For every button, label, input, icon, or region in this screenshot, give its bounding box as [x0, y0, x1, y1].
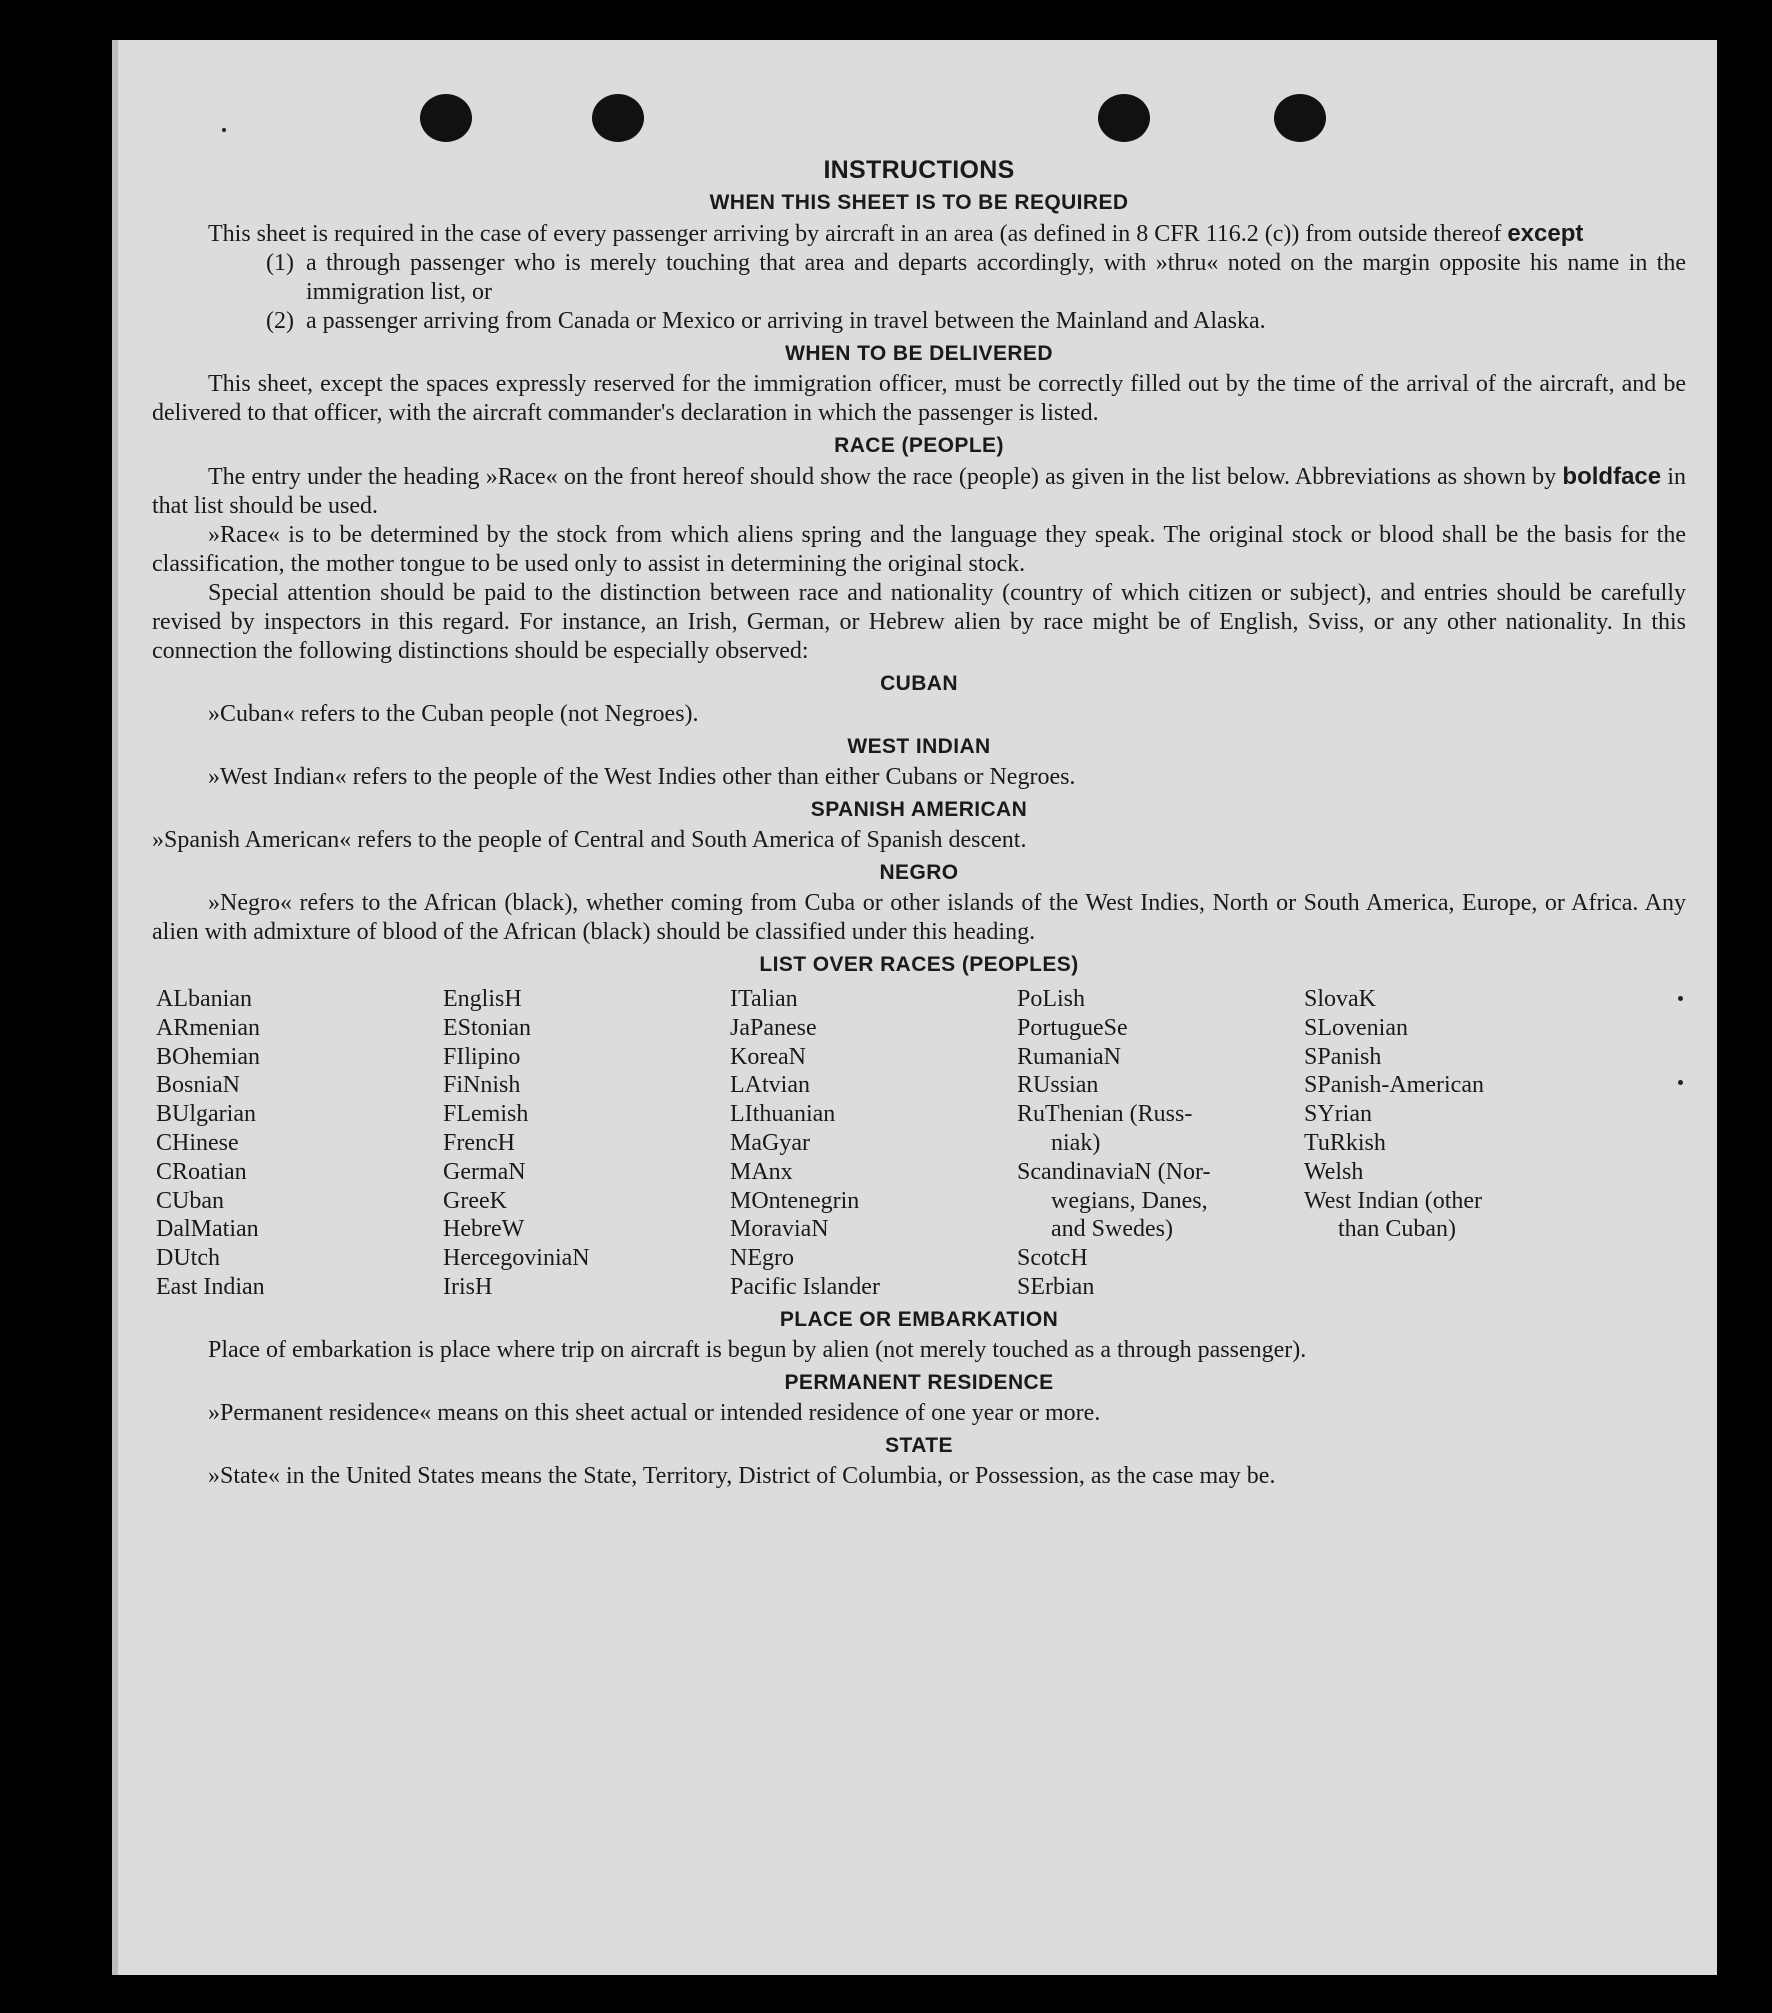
race-entry: EnglisH [443, 986, 522, 1012]
heading-state: STATE [885, 1433, 953, 1457]
race-entry: FiNnish [443, 1072, 521, 1099]
heading-when-required: WHEN THIS SHEET IS TO BE REQUIRED [709, 191, 1129, 214]
race-entry: EStonian [443, 1014, 531, 1041]
race-entry: HebreW [443, 1216, 525, 1243]
when-delivered-text: This sheet, except the spaces expressly reserved for the immigration officer, must be correctly filled out by the time of the arrival of the aircraft, and be delivered to that officer, with the aircraft commander's declaration in which the passenger is listed. [152, 371, 1686, 426]
race-entry: ARmenian [156, 1014, 260, 1041]
race-entry: FLemish [443, 1101, 529, 1128]
race-entry: BUlgarian [156, 1101, 256, 1128]
race-paragraph-3: Special attention should be paid to the distinction between race and nationality (country of which citizen or subject), and entries should be carefully revised by inspectors in this regard. For instance, an Irish, German, or Hebrew alien by race might be of English, Sviss, or any other nationality. In this connection the following distinctions should be especially observed: [152, 580, 1686, 664]
heading-embarkation: PLACE OR EMBARKATION [779, 1307, 1059, 1331]
race-entry: NEgro [730, 1245, 794, 1272]
heading-spanish-american: SPANISH AMERICAN [810, 798, 1028, 821]
race-entry: RumaniaN [1017, 1043, 1121, 1070]
heading-west-indian: WEST INDIAN [847, 735, 991, 758]
heading-negro: NEGRO [879, 861, 959, 884]
race-list-column [730, 985, 1017, 1302]
heading-race-list: LIST OVER RACES (PEOPLES) [759, 953, 1079, 976]
race-entry: FIlipino [443, 1043, 521, 1070]
race-entry: RUssian [1017, 1072, 1099, 1099]
race-entry: SPanish-American [1304, 1072, 1484, 1099]
race-list-column [443, 985, 730, 1302]
race-entry: ALbanian [156, 986, 252, 1012]
race-entry-continuation: than Cuban) [1338, 1216, 1456, 1243]
exception-text: a passenger arriving from Canada or Mexico or arriving in travel between the Mainland and Alaska. [306, 308, 1266, 334]
race-entry: RuThenian (Russ- [1017, 1101, 1193, 1128]
race-entry: LIthuanian [730, 1101, 836, 1128]
race-entry-continuation: wegians, Danes, [1051, 1187, 1208, 1214]
race-paragraph-1: The entry under the heading »Race« on the front hereof should show the race (people) as given in the list below. Abbreviations as shown by boldface in that list should be used. [152, 463, 1687, 519]
race-entry: West Indian (other [1304, 1187, 1483, 1214]
race-list-column [156, 985, 443, 1302]
race-entry: Pacific Islander [730, 1273, 880, 1300]
race-entry: PortugueSe [1017, 1014, 1128, 1041]
race-entry: ITalian [730, 986, 798, 1012]
exception-item [266, 249, 1686, 307]
race-list [156, 985, 1686, 1302]
race-entry: SlovaK [1304, 986, 1376, 1012]
page-title: INSTRUCTIONS [823, 156, 1015, 184]
race-entry: IrisH [443, 1273, 493, 1300]
race-entry: DalMatian [156, 1216, 259, 1243]
race-entry-continuation: and Swedes) [1051, 1216, 1173, 1243]
exception-number: (2) [266, 308, 294, 334]
punch-hole [1274, 94, 1326, 142]
race-list-column [1017, 985, 1304, 1302]
race-paragraph-2: »Race« is to be determined by the stock from which aliens spring and the language they speak. The original stock or blood shall be the basis for the classification, the mother tongue to be used only to assist in determining the original stock. [152, 522, 1686, 577]
exception-item [266, 307, 1686, 336]
race-entry: SPanish [1304, 1043, 1382, 1070]
race-entry: TuRkish [1304, 1129, 1386, 1156]
race-entry: MOntenegrin [730, 1187, 860, 1214]
race-entry: MoraviaN [730, 1216, 829, 1243]
race-entry: CRoatian [156, 1158, 247, 1185]
when-required-intro: This sheet is required in the case of every passenger arriving by aircraft in an area (as defined in 8 CFR 116.2 (c)) from outside thereof except [208, 220, 1584, 247]
race-entry: BOhemian [156, 1043, 260, 1070]
race-list-column [1304, 985, 1591, 1302]
race-entry: KoreaN [730, 1043, 806, 1070]
instructions-content [152, 156, 1686, 1491]
race-entry: BosniaN [156, 1072, 240, 1099]
speck [222, 128, 226, 132]
embarkation-text: Place of embarkation is place where trip on aircraft is begun by alien (not merely touched as a through passenger). [208, 1336, 1307, 1363]
punch-hole [592, 94, 644, 142]
negro-text: »Negro« refers to the African (black), whether coming from Cuba or other islands of the West Indies, North or South America, Europe, or Africa. Any alien with admixture of blood of the African (black) should be classified under this heading. [152, 890, 1686, 945]
cuban-text: »Cuban« refers to the Cuban people (not Negroes). [208, 701, 699, 727]
race-entry: FrencH [443, 1129, 515, 1156]
punch-hole [1098, 94, 1150, 142]
permanent-residence-text: »Permanent residence« means on this sheet actual or intended residence of one year or more. [208, 1399, 1101, 1426]
page-edge [112, 40, 118, 1975]
punch-hole [420, 94, 472, 142]
race-entry: LAtvian [730, 1072, 810, 1099]
race-entry: GreeK [443, 1187, 507, 1214]
race-entry: MAnx [730, 1158, 793, 1185]
race-entry: CHinese [156, 1129, 239, 1156]
race-entry: CUban [156, 1187, 224, 1214]
heading-permanent-residence: PERMANENT RESIDENCE [784, 1370, 1054, 1394]
race-entry: HercegoviniaN [443, 1245, 590, 1272]
race-entry: GermaN [443, 1158, 526, 1185]
exception-text: a through passenger who is merely touching that area and departs accordingly, with »thru« noted on the margin opposite his name in the immigration list, or [306, 250, 1686, 305]
race-entry: SLovenian [1304, 1014, 1408, 1041]
race-entry: East Indian [156, 1273, 265, 1300]
race-entry: ScotcH [1017, 1245, 1088, 1272]
exception-number: (1) [266, 250, 294, 276]
race-entry: DUtch [156, 1245, 220, 1272]
heading-when-delivered: WHEN TO BE DELIVERED [785, 342, 1053, 365]
race-entry: SYrian [1304, 1101, 1372, 1128]
document-page [112, 40, 1717, 1975]
race-entry-continuation: niak) [1051, 1129, 1101, 1156]
heading-race: RACE (PEOPLE) [834, 434, 1004, 457]
race-entry: ScandinaviaN (Nor- [1017, 1158, 1211, 1185]
race-entry: Welsh [1304, 1158, 1364, 1185]
race-entry: JaPanese [730, 1014, 817, 1041]
state-text: »State« in the United States means the State, Territory, District of Columbia, or Possession, as the case may be. [208, 1462, 1276, 1489]
heading-cuban: CUBAN [880, 672, 958, 695]
race-entry: SErbian [1017, 1273, 1095, 1300]
spanish-american-text: »Spanish American« refers to the people of Central and South America of Spanish descent. [152, 827, 1027, 853]
race-entry: PoLish [1017, 986, 1086, 1012]
race-entry: MaGyar [730, 1129, 810, 1156]
west-indian-text: »West Indian« refers to the people of the West Indies other than either Cubans or Negroes. [208, 764, 1076, 790]
